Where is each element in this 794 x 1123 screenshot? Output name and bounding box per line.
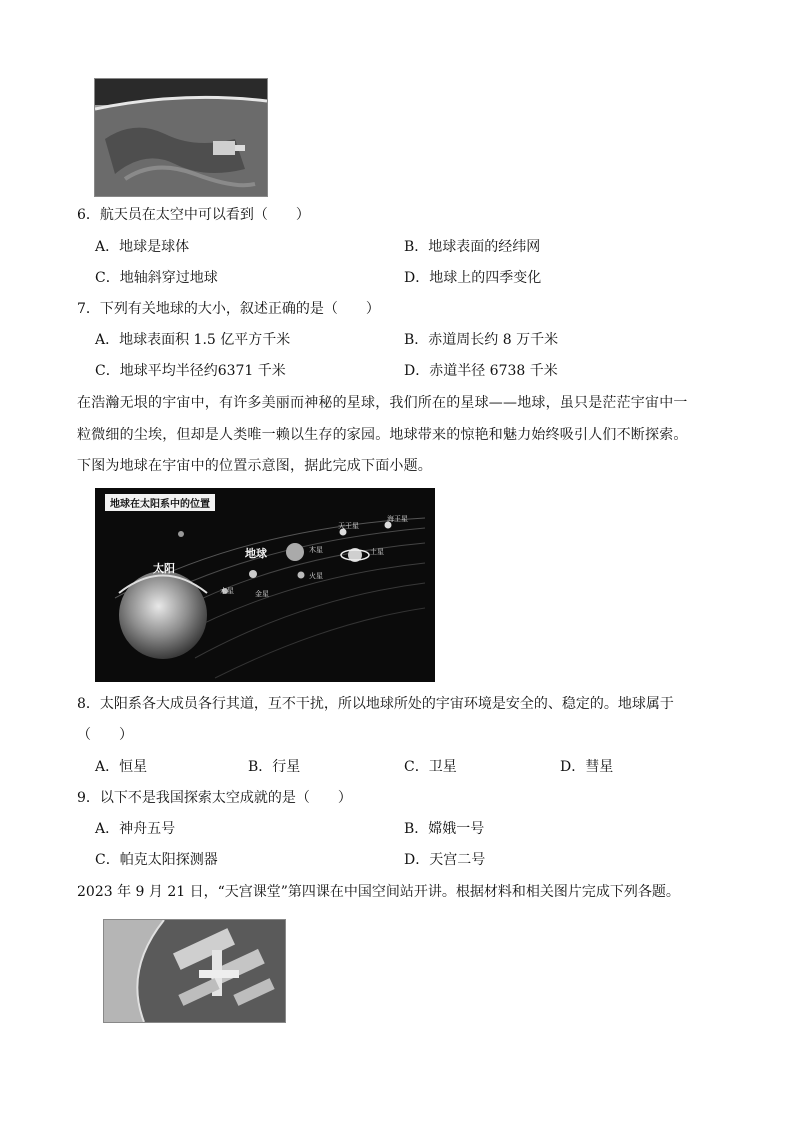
q9-option-b: B．嫦娥一号 <box>404 821 485 837</box>
jupiter-dot <box>286 543 304 561</box>
passage-2: 2023 年 9 月 21 日，“天宫课堂”第四课在中国空间站开讲。根据材料和相关图片完成下列各题。 <box>77 884 680 900</box>
figure-title: 地球在太阳系中的位置 <box>105 494 215 511</box>
q6-option-b: B．地球表面的经纬网 <box>404 239 541 255</box>
jupiter-label: 木星 <box>309 546 323 554</box>
q9-option-d: D．天宫二号 <box>404 852 486 868</box>
q6-option-c: C．地轴斜穿过地球 <box>95 270 218 286</box>
venus-dot <box>249 570 257 578</box>
q9-option-a: A．神舟五号 <box>95 821 176 837</box>
q8-option-d: D．彗星 <box>560 759 614 775</box>
q8-option-a: A．恒星 <box>95 759 148 775</box>
q6-option-d: D．地球上的四季变化 <box>404 270 542 286</box>
question-8-stem-line-2: （ ） <box>77 727 133 743</box>
passage-1-line-2: 粒微细的尘埃，但却是人类唯一赖以生存的家园。地球带来的惊艳和魅力始终吸引人们不断探索。 <box>77 427 688 443</box>
question-6-stem: 6．航天员在太空中可以看到（ ） <box>77 207 310 223</box>
question-7-stem: 7．下列有关地球的大小，叙述正确的是（ ） <box>77 301 380 317</box>
earth-label: 地球 <box>245 547 267 560</box>
q7-option-c: C．地球平均半径约6371 千米 <box>95 363 286 379</box>
passage-1-line-3: 下图为地球在宇宙中的位置示意图，据此完成下面小题。 <box>77 458 432 474</box>
passage-1-line-1: 在浩瀚无垠的宇宙中，有许多美丽而神秘的星球，我们所在的星球——地球，虽只是茫茫宇宙中一 <box>77 395 688 411</box>
q8-option-c: C．卫星 <box>404 759 457 775</box>
mars-label: 火星 <box>309 572 323 580</box>
mercury-label: 水星 <box>220 587 234 595</box>
q7-option-b: B．赤道周长约 8 万千米 <box>404 332 559 348</box>
mars-dot <box>298 572 305 579</box>
q7-option-a: A．地球表面积 1.5 亿平方千米 <box>95 332 291 348</box>
question-8-stem-line-1: 8．太阳系各大成员各行其道，互不干扰，所以地球所处的宇宙环境是安全的、稳定的。地球属于 <box>77 696 674 712</box>
q9-option-c: C．帕克太阳探测器 <box>95 852 218 868</box>
sun-label: 太阳 <box>153 562 175 575</box>
uranus-label: 天王星 <box>338 522 359 530</box>
question-9-stem: 9．以下不是我国探索太空成就的是（ ） <box>77 790 352 806</box>
space-station-photo <box>103 919 286 1023</box>
neptune-label: 海王星 <box>387 515 408 523</box>
earth-from-space-photo <box>94 78 268 197</box>
saturn-label: 土星 <box>370 548 384 556</box>
solar-system-figure <box>95 488 435 682</box>
q8-option-b: B．行星 <box>248 759 301 775</box>
q6-option-a: A．地球是球体 <box>95 239 190 255</box>
venus-label: 金星 <box>255 590 269 598</box>
q7-option-d: D．赤道半径 6738 千米 <box>404 363 558 379</box>
